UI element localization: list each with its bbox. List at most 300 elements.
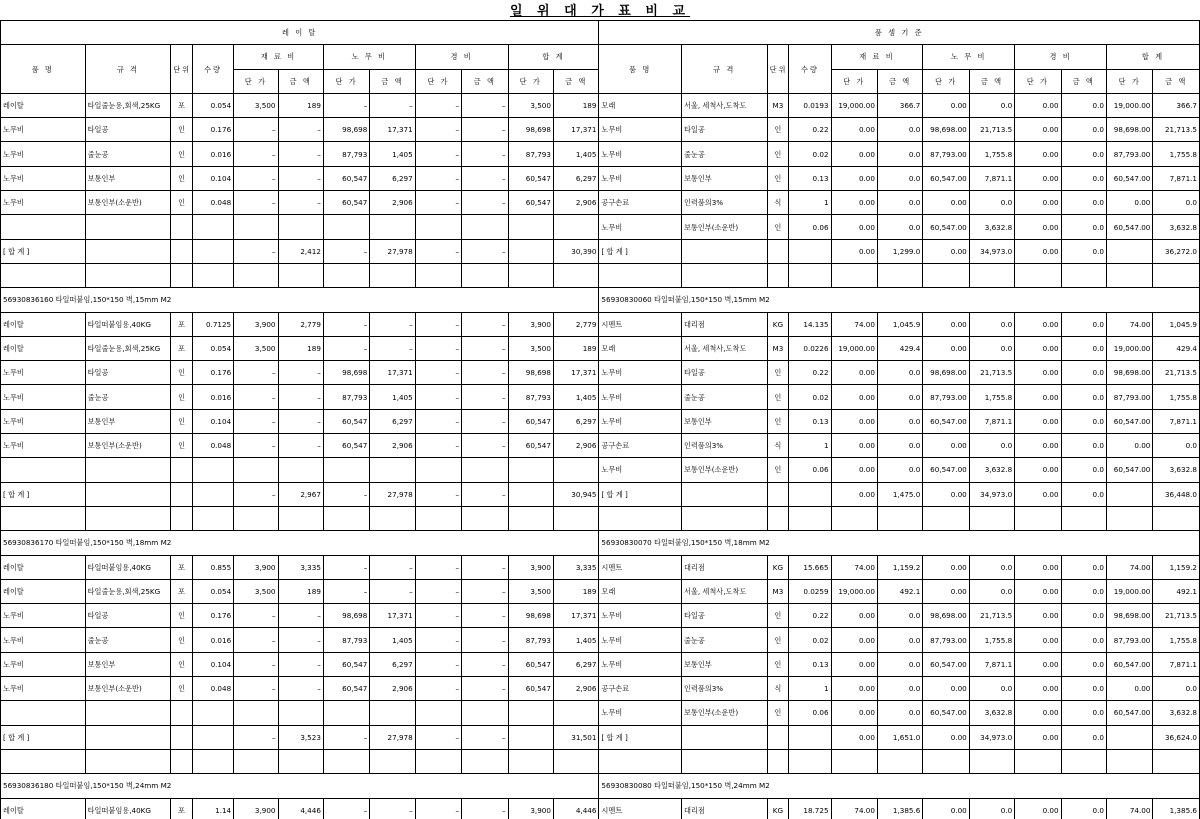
- table-cell: 0.00: [1106, 677, 1152, 701]
- table-cell: 6,297: [370, 166, 415, 190]
- table-cell: 줄눈공: [85, 628, 171, 652]
- table-cell: [ 합 계 ]: [1, 482, 86, 506]
- table-cell: –: [323, 239, 369, 263]
- table-cell: –: [415, 93, 461, 117]
- table-cell: 0.00: [831, 361, 877, 385]
- table-cell: 6,297: [370, 652, 415, 676]
- table-cell: 0.7125: [192, 312, 233, 336]
- table-cell: 0.0: [1061, 677, 1106, 701]
- table-cell: 6,297: [553, 409, 598, 433]
- table-cell: 3,632.8: [1153, 458, 1200, 482]
- table-cell: 0.00: [831, 434, 877, 458]
- table-cell: 타일공: [681, 361, 767, 385]
- table-cell: 0.00: [831, 385, 877, 409]
- table-cell: [278, 263, 323, 287]
- table-cell: [681, 506, 767, 530]
- table-cell: –: [415, 409, 461, 433]
- table-cell: –: [234, 677, 278, 701]
- table-cell: 1,405: [553, 385, 598, 409]
- table-cell: 0.0: [969, 191, 1014, 215]
- table-cell: 3,632.8: [969, 215, 1014, 239]
- table-cell: 0.00: [831, 652, 877, 676]
- table-cell: –: [462, 118, 508, 142]
- table-cell: [767, 725, 789, 749]
- table-cell: 0.0: [969, 579, 1014, 603]
- table-cell: 74.00: [1106, 798, 1152, 819]
- table-cell: 74.00: [831, 798, 877, 819]
- table-cell: [877, 263, 922, 287]
- table-cell: 노무비: [1, 652, 86, 676]
- table-cell: 0.06: [789, 701, 831, 725]
- table-cell: 21,713.5: [969, 604, 1014, 628]
- table-cell: 6,297: [553, 166, 598, 190]
- table-row: [1, 118, 1200, 142]
- table-cell: 보통인부: [85, 166, 171, 190]
- table-cell: –: [462, 166, 508, 190]
- table-cell: 0.0: [1061, 409, 1106, 433]
- table-cell: –: [462, 677, 508, 701]
- table-cell: [171, 215, 193, 239]
- table-cell: 3,900: [234, 312, 278, 336]
- table-cell: 87,793.00: [923, 385, 969, 409]
- table-cell: 6,297: [370, 409, 415, 433]
- col-spec-header: 규 격: [85, 45, 171, 94]
- table-cell: [1106, 263, 1152, 287]
- table-cell: 21,713.5: [1153, 361, 1200, 385]
- table-cell: 타일공: [681, 118, 767, 142]
- table-cell: 0.0: [1061, 604, 1106, 628]
- table-cell: 0.054: [192, 579, 233, 603]
- table-cell: 60,547.00: [923, 701, 969, 725]
- table-cell: 공구손료: [599, 677, 682, 701]
- table-row: [1, 579, 1200, 603]
- table-cell: 98,698: [508, 604, 553, 628]
- table-cell: 서울, 세척사,도착도: [681, 579, 767, 603]
- table-cell: 인력품의3%: [681, 191, 767, 215]
- table-cell: 1,159.2: [1153, 555, 1200, 579]
- table-cell: 60,547: [508, 409, 553, 433]
- table-cell: [969, 506, 1014, 530]
- table-cell: [681, 749, 767, 773]
- table-cell: 30,945: [553, 482, 598, 506]
- table-cell: [234, 458, 278, 482]
- table-cell: [508, 239, 553, 263]
- table-cell: 98,698: [323, 118, 369, 142]
- table-cell: 0.0193: [789, 93, 831, 117]
- comparison-table: [0, 20, 1200, 819]
- table-cell: 0.00: [1015, 118, 1061, 142]
- table-cell: 0.00: [923, 93, 969, 117]
- table-cell: [599, 506, 682, 530]
- table-cell: –: [370, 93, 415, 117]
- table-cell: 0.00: [1015, 579, 1061, 603]
- table-cell: [171, 749, 193, 773]
- table-cell: [789, 749, 831, 773]
- table-cell: 3,500: [234, 336, 278, 360]
- table-cell: 0.0: [1061, 652, 1106, 676]
- table-cell: [969, 263, 1014, 287]
- table-cell: 0.02: [789, 628, 831, 652]
- table-cell: 포: [171, 798, 193, 819]
- comparison-sheet: [0, 20, 1200, 819]
- table-cell: 노무비: [1, 604, 86, 628]
- table-cell: –: [462, 725, 508, 749]
- table-cell: 노무비: [599, 458, 682, 482]
- table-cell: 60,547.00: [1106, 701, 1152, 725]
- table-row: [1, 749, 1200, 773]
- table-cell: 모래: [599, 336, 682, 360]
- table-cell: 3,335: [278, 555, 323, 579]
- table-cell: 인: [171, 118, 193, 142]
- table-cell: [789, 239, 831, 263]
- table-cell: 0.0: [1061, 555, 1106, 579]
- table-cell: 87,793.00: [923, 142, 969, 166]
- table-cell: 대리점: [681, 798, 767, 819]
- table-cell: 2,412: [278, 239, 323, 263]
- table-cell: 3,500: [508, 93, 553, 117]
- table-cell: 0.0: [1061, 191, 1106, 215]
- table-cell: 모래: [599, 579, 682, 603]
- table-cell: 1: [789, 677, 831, 701]
- table-cell: 3,900: [508, 555, 553, 579]
- col-total-header: 합 계: [508, 45, 599, 69]
- table-cell: 1,755.8: [1153, 628, 1200, 652]
- table-cell: 87,793: [508, 142, 553, 166]
- table-cell: 식: [767, 191, 789, 215]
- table-cell: –: [415, 385, 461, 409]
- table-cell: –: [415, 142, 461, 166]
- table-cell: –: [462, 336, 508, 360]
- table-cell: 포: [171, 579, 193, 603]
- table-cell: –: [462, 482, 508, 506]
- table-cell: 0.00: [1015, 142, 1061, 166]
- table-cell: 492.1: [1153, 579, 1200, 603]
- table-cell: 21,713.5: [1153, 604, 1200, 628]
- table-cell: 노무비: [599, 118, 682, 142]
- table-cell: [1015, 749, 1061, 773]
- table-cell: 1,755.8: [969, 142, 1014, 166]
- table-cell: 시멘트: [599, 555, 682, 579]
- table-cell: 19,000.00: [831, 579, 877, 603]
- table-cell: –: [234, 118, 278, 142]
- table-cell: 타일떠붙임용,40KG: [85, 555, 171, 579]
- table-cell: [767, 239, 789, 263]
- table-cell: 0.00: [923, 482, 969, 506]
- table-cell: 줄눈공: [85, 385, 171, 409]
- table-cell: 0.00: [1015, 166, 1061, 190]
- table-cell: 60,547.00: [1106, 409, 1152, 433]
- table-cell: 0.06: [789, 458, 831, 482]
- table-cell: 0.0: [1061, 118, 1106, 142]
- table-cell: 인: [171, 142, 193, 166]
- table-row: [1, 798, 1200, 819]
- table-cell: –: [234, 434, 278, 458]
- table-cell: 0.0: [877, 166, 922, 190]
- table-cell: [767, 506, 789, 530]
- table-cell: 189: [278, 579, 323, 603]
- table-cell: 노무비: [599, 701, 682, 725]
- table-cell: 0.00: [923, 798, 969, 819]
- table-cell: 0.0: [1061, 701, 1106, 725]
- table-cell: 2,967: [278, 482, 323, 506]
- table-cell: 87,793.00: [923, 628, 969, 652]
- right-group-header: 품 셈 기 준: [599, 21, 1200, 45]
- table-cell: 36,272.0: [1153, 239, 1200, 263]
- table-cell: 포: [171, 312, 193, 336]
- table-cell: –: [415, 336, 461, 360]
- table-cell: –: [415, 312, 461, 336]
- table-cell: [85, 215, 171, 239]
- table-cell: [370, 749, 415, 773]
- table-cell: –: [323, 579, 369, 603]
- table-cell: 366.7: [1153, 93, 1200, 117]
- table-cell: 인: [767, 701, 789, 725]
- col-qty-header: 수량: [789, 45, 831, 94]
- table-cell: 서울, 세척사,도착도: [681, 93, 767, 117]
- table-cell: 0.054: [192, 93, 233, 117]
- table-cell: 19,000.00: [1106, 336, 1152, 360]
- table-row: [1, 191, 1200, 215]
- table-cell: 1,405: [553, 628, 598, 652]
- table-cell: 4,446: [553, 798, 598, 819]
- table-cell: 0.0: [1061, 458, 1106, 482]
- table-cell: [415, 215, 461, 239]
- table-cell: –: [278, 434, 323, 458]
- table-cell: 7,871.1: [969, 409, 1014, 433]
- table-cell: 1,405: [370, 385, 415, 409]
- table-cell: [85, 725, 171, 749]
- table-cell: 포: [171, 555, 193, 579]
- table-cell: 0.00: [831, 191, 877, 215]
- table-cell: [171, 725, 193, 749]
- table-cell: 0.00: [923, 191, 969, 215]
- table-cell: 0.13: [789, 409, 831, 433]
- table-cell: [1, 263, 86, 287]
- table-row: [1, 604, 1200, 628]
- table-cell: 0.176: [192, 361, 233, 385]
- table-cell: KG: [767, 312, 789, 336]
- table-cell: [278, 749, 323, 773]
- table-cell: 0.0: [1061, 239, 1106, 263]
- table-cell: [681, 263, 767, 287]
- table-cell: [192, 506, 233, 530]
- table-cell: 6,297: [553, 652, 598, 676]
- table-cell: [415, 749, 461, 773]
- table-cell: 타일줄눈용,회색,25KG: [85, 579, 171, 603]
- table-cell: [831, 749, 877, 773]
- table-cell: 0.0259: [789, 579, 831, 603]
- table-cell: 429.4: [1153, 336, 1200, 360]
- table-cell: 2,906: [370, 191, 415, 215]
- table-cell: 60,547.00: [923, 166, 969, 190]
- table-cell: 2,779: [278, 312, 323, 336]
- table-cell: 60,547: [508, 191, 553, 215]
- table-cell: [370, 506, 415, 530]
- table-cell: 60,547: [323, 434, 369, 458]
- table-cell: [462, 263, 508, 287]
- table-cell: [192, 239, 233, 263]
- table-cell: 노무비: [599, 215, 682, 239]
- table-cell: 18.725: [789, 798, 831, 819]
- table-cell: 429.4: [877, 336, 922, 360]
- table-cell: 0.00: [831, 701, 877, 725]
- table-cell: 98,698.00: [923, 361, 969, 385]
- table-cell: –: [234, 409, 278, 433]
- table-cell: 노무비: [1, 118, 86, 142]
- table-cell: 189: [553, 336, 598, 360]
- table-cell: 인: [767, 604, 789, 628]
- table-cell: 0.0: [1061, 385, 1106, 409]
- table-cell: [1106, 749, 1152, 773]
- table-cell: 노무비: [599, 628, 682, 652]
- table-cell: 3,500: [508, 336, 553, 360]
- table-cell: 0.00: [923, 239, 969, 263]
- table-row: [1, 215, 1200, 239]
- table-cell: –: [278, 409, 323, 433]
- table-cell: –: [278, 361, 323, 385]
- col-unit-header: 단위: [171, 45, 193, 94]
- table-cell: 0.0: [877, 604, 922, 628]
- table-cell: [85, 749, 171, 773]
- table-cell: –: [278, 385, 323, 409]
- table-cell: 189: [553, 93, 598, 117]
- table-cell: [789, 725, 831, 749]
- table-cell: 87,793: [323, 628, 369, 652]
- table-cell: 7,871.1: [1153, 166, 1200, 190]
- table-row: [1, 142, 1200, 166]
- table-cell: –: [415, 191, 461, 215]
- table-cell: 시멘트: [599, 312, 682, 336]
- table-cell: 0.00: [831, 239, 877, 263]
- table-row: [1, 434, 1200, 458]
- table-cell: –: [462, 361, 508, 385]
- table-cell: 366.7: [877, 93, 922, 117]
- table-cell: 0.0: [877, 458, 922, 482]
- table-cell: [553, 215, 598, 239]
- table-cell: 노무비: [599, 652, 682, 676]
- table-cell: 보통인부: [85, 652, 171, 676]
- table-cell: 21,713.5: [969, 361, 1014, 385]
- table-cell: 0.016: [192, 142, 233, 166]
- table-cell: 98,698: [508, 118, 553, 142]
- table-cell: 인: [171, 191, 193, 215]
- table-cell: 4,446: [278, 798, 323, 819]
- table-cell: [171, 239, 193, 263]
- header-row-group: [1, 21, 1200, 45]
- table-cell: [234, 701, 278, 725]
- table-cell: [1015, 263, 1061, 287]
- table-cell: 0.0: [877, 434, 922, 458]
- table-cell: –: [278, 677, 323, 701]
- table-cell: [1, 506, 86, 530]
- table-cell: 0.0: [1061, 579, 1106, 603]
- table-cell: –: [370, 555, 415, 579]
- table-cell: 60,547.00: [1106, 458, 1152, 482]
- table-cell: [370, 701, 415, 725]
- table-row: [1, 361, 1200, 385]
- table-cell: 2,906: [553, 191, 598, 215]
- table-cell: 1,755.8: [1153, 385, 1200, 409]
- table-cell: [192, 701, 233, 725]
- table-cell: 0.00: [1015, 628, 1061, 652]
- table-cell: 27,978: [370, 725, 415, 749]
- table-cell: –: [415, 434, 461, 458]
- section-title: 56930830070 타일떠붙임,150*150 벽,18mm M2: [599, 531, 1200, 555]
- table-cell: [85, 458, 171, 482]
- table-cell: 0.00: [831, 166, 877, 190]
- table-cell: [553, 749, 598, 773]
- table-cell: –: [234, 385, 278, 409]
- table-cell: [831, 506, 877, 530]
- table-cell: 0.00: [1015, 798, 1061, 819]
- table-cell: [1153, 263, 1200, 287]
- table-cell: 0.00: [923, 312, 969, 336]
- table-cell: [923, 506, 969, 530]
- table-cell: [553, 263, 598, 287]
- table-cell: 인: [171, 166, 193, 190]
- table-cell: 노무비: [1, 166, 86, 190]
- table-cell: 98,698.00: [1106, 604, 1152, 628]
- table-cell: 3,632.8: [969, 701, 1014, 725]
- table-cell: 189: [278, 336, 323, 360]
- table-cell: 0.0: [877, 361, 922, 385]
- table-cell: –: [462, 628, 508, 652]
- table-cell: [ 합 계 ]: [1, 239, 86, 263]
- table-cell: [462, 749, 508, 773]
- table-cell: –: [234, 652, 278, 676]
- table-cell: 인: [767, 409, 789, 433]
- table-cell: 모래: [599, 93, 682, 117]
- table-cell: [370, 263, 415, 287]
- table-cell: 타일공: [85, 361, 171, 385]
- table-cell: 87,793: [323, 142, 369, 166]
- table-cell: [1106, 239, 1152, 263]
- table-cell: [923, 749, 969, 773]
- table-row: [1, 652, 1200, 676]
- table-cell: 시멘트: [599, 798, 682, 819]
- table-cell: 60,547: [323, 677, 369, 701]
- table-cell: 인: [171, 361, 193, 385]
- table-cell: 인: [767, 142, 789, 166]
- table-cell: 60,547.00: [923, 458, 969, 482]
- table-cell: 98,698: [323, 361, 369, 385]
- table-cell: 인: [767, 166, 789, 190]
- table-cell: –: [415, 725, 461, 749]
- table-cell: 17,371: [553, 604, 598, 628]
- amount-header: 금 액: [877, 69, 922, 93]
- table-cell: 식: [767, 434, 789, 458]
- table-cell: 0.00: [1015, 652, 1061, 676]
- table-cell: 3,900: [508, 312, 553, 336]
- table-cell: [508, 701, 553, 725]
- table-cell: –: [234, 482, 278, 506]
- table-cell: [278, 701, 323, 725]
- table-cell: 0.104: [192, 409, 233, 433]
- table-cell: [1153, 749, 1200, 773]
- table-cell: 1.14: [192, 798, 233, 819]
- table-cell: 3,632.8: [969, 458, 1014, 482]
- table-cell: 공구손료: [599, 191, 682, 215]
- table-cell: 87,793.00: [1106, 385, 1152, 409]
- table-cell: 3,335: [553, 555, 598, 579]
- table-cell: [192, 215, 233, 239]
- table-cell: 0.06: [789, 215, 831, 239]
- table-cell: 포: [171, 93, 193, 117]
- table-cell: 60,547.00: [923, 652, 969, 676]
- unit-price-header: 단 가: [1015, 69, 1061, 93]
- table-cell: [1061, 506, 1106, 530]
- table-cell: 노무비: [1, 677, 86, 701]
